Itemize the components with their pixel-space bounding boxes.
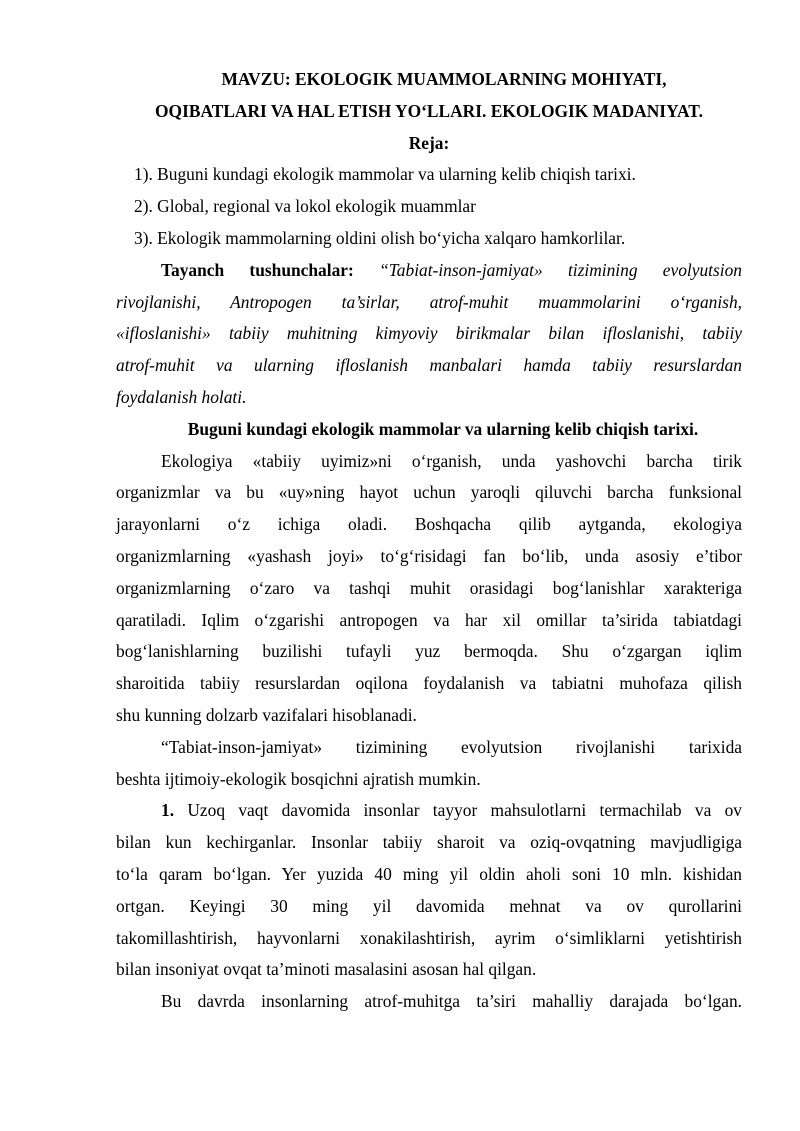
- paragraph1-line-2: organizmlar va bu «uy»ning hayot uchun yaroqli qiluvchi barcha funksional: [116, 482, 742, 503]
- key-concepts-line-5: foydalanish holati.: [116, 386, 247, 407]
- paragraph3-line-1: [116, 795, 742, 827]
- title-line-1: MAVZU: EKOLOGIK MUAMMOLARNING MOHIYATI,: [221, 69, 667, 89]
- key-concepts-text: “Tabiat-inson-jamiyat» tizimining evolyutsion: [379, 259, 742, 280]
- paragraph3-line-2: bilan kun kechirganlar. Insonlar tabiiy sharoit va oziq-ovqatning mavjudligiga: [116, 832, 742, 853]
- paragraph1-line-3: jarayonlarni o‘z ichiga oladi. Boshqacha qilib aytganda, ekologiya: [116, 514, 742, 535]
- key-concepts-line-1: [116, 255, 742, 287]
- paragraph1-line-8: sharoitida tabiiy resurslardan oqilona foydalanish va tabiatni muhofaza qilish: [116, 673, 742, 694]
- paragraph4-line-1: Bu davrda insonlarning atrof-muhitga ta’siri mahalliy darajada bo‘lgan.: [161, 991, 742, 1012]
- paragraph1-line-9: shu kunning dolzarb vazifalari hisoblanadi.: [116, 704, 417, 725]
- paragraph3-text: Uzoq vaqt davomida insonlar tayyor mahsulotlarni termachilab va ov: [174, 800, 742, 821]
- title-line-2: OQIBATLARI VA HAL ETISH YO‘LLARI. EKOLOGIK MADANIYAT.: [155, 100, 703, 121]
- paragraph3-line-6: bilan insoniyat ovqat ta’minoti masalasini asosan hal qilgan.: [116, 959, 537, 980]
- paragraph1-line-6: qaratiladi. Iqlim o‘zgarishi antropogen va har xil omillar ta’sirida tabiatdagi: [116, 609, 742, 630]
- plan-item-2: 2). Global, regional va lokol ekologik muammlar: [134, 196, 476, 217]
- paragraph1-line-7: bog‘lanishlarning buzilishi tufayli yuz bermoqda. Shu o‘zgargan iqlim: [116, 641, 742, 662]
- plan-item-3: 3). Ekologik mammolarning oldini olish bo‘yicha xalqaro hamkorlilar.: [134, 227, 626, 248]
- stage-number: 1.: [161, 800, 175, 821]
- key-concepts-label: Tayanch tushunchalar:: [161, 259, 354, 280]
- key-concepts-line-3: «ifloslanishi» tabiiy muhitning kimyoviy birikmalar bilan ifloslanishi, tabiiy: [116, 323, 742, 344]
- paragraph3-line-4: ortgan. Keyingi 30 ming yil davomida mehnat va ov qurollarini: [116, 895, 742, 916]
- paragraph2-line-2: beshta ijtimoiy-ekologik bosqichni ajratish mumkin.: [116, 768, 481, 789]
- key-concepts-line-4: atrof-muhit va ularning ifloslanish manbalari hamda tabiiy resurslardan: [116, 355, 742, 376]
- paragraph3-line-5: takomillashtirish, hayvonlarni xonakilashtirish, ayrim o‘simliklarni yetishtirish: [116, 927, 742, 948]
- paragraph1-line-5: organizmlarning o‘zaro va tashqi muhit orasidagi bog‘lanishlar xarakteriga: [116, 577, 742, 598]
- plan-item-1: 1). Buguni kundagi ekologik mammolar va ularning kelib chiqish tarixi.: [134, 164, 636, 185]
- paragraph1-line-4: organizmlarning «yashash joyi» to‘g‘risidagi fan bo‘lib, unda asosiy e’tibor: [116, 545, 742, 566]
- plan-heading: Reja:: [408, 132, 450, 153]
- paragraph3-line-3: to‘la qaram bo‘lgan. Yer yuzida 40 ming yil oldin aholi soni 10 mln. kishidan: [116, 863, 742, 884]
- paragraph1-line-1: Ekologiya «tabiiy uyimiz»ni o‘rganish, unda yashovchi barcha tirik: [161, 450, 742, 471]
- key-concepts-line-2: rivojlanishi, Antropogen ta’sirlar, atrof-muhit muammolarini o‘rganish,: [116, 291, 742, 312]
- paragraph2-line-1: “Tabiat-inson-jamiyat» tizimining evolyutsion rivojlanishi tarixida: [161, 736, 742, 757]
- section-heading: Buguni kundagi ekologik mammolar va ularning kelib chiqish tarixi.: [187, 418, 699, 439]
- document-page: [116, 64, 742, 1018]
